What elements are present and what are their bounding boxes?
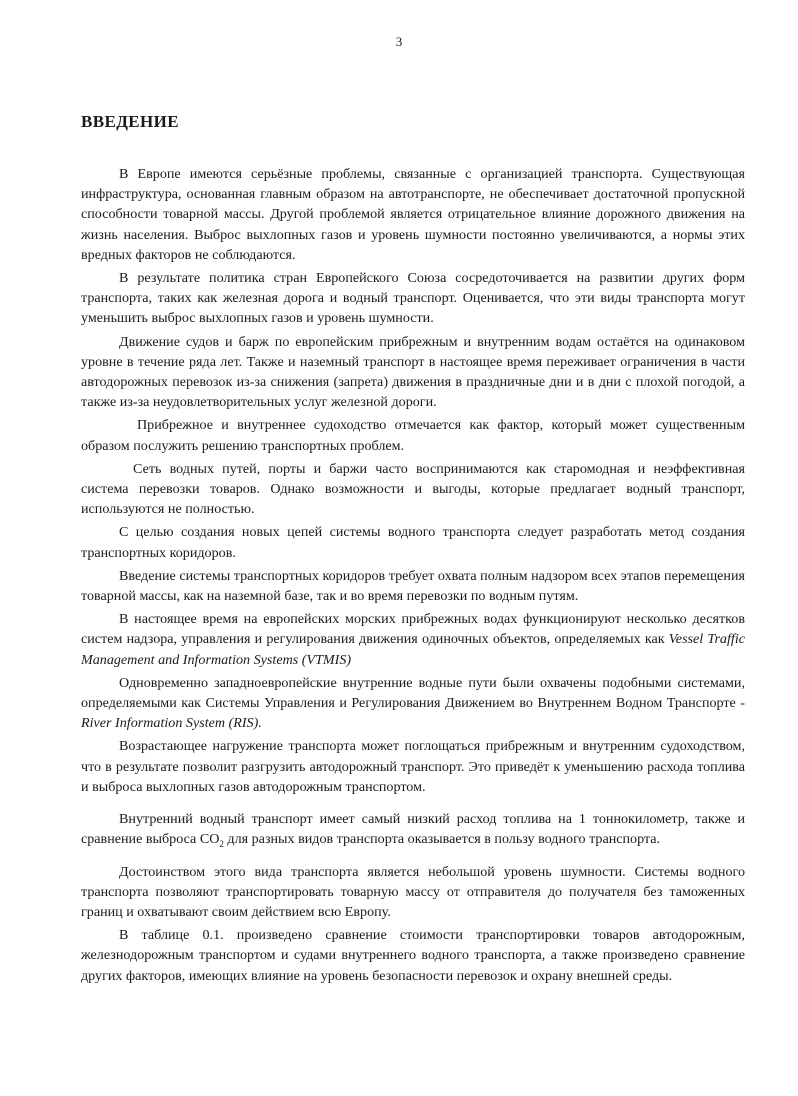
paragraph-8-text: В настоящее время на европейских морских прибрежных водах функционируют несколько десятков систем надзора, управления и регулирования движения одиночных объектов, определяемых как [81,611,745,648]
paragraph-10 [81,736,745,797]
paragraph-2-text: В результате политика стран Европейского Союза сосредоточивается на развитии других форм транспорта, таких как железная дорога и водный транспорт. Оценивается, что эти виды транспорта могут уменьшить выброс выхлопных газов и уровень шумности. [81,270,745,327]
paragraph-5 [81,459,745,520]
paragraph-11-subscript: 2 [219,839,224,850]
body-text [81,164,745,986]
paragraph-1-text: В Европе имеются серьёзные проблемы, связанные с организацией транспорта. Существующая инфраструктура, основанная главным образом на автотранспорте, не обеспечивает достаточной пропускной способности товарной массы. Другой проблемой является отрицательное влияние дорожного движения на жизнь населения. Выброс выхлопных газов и уровень шумности постоянно увеличиваются, а нормы этих вредных факторов не соблюдаются. [81,166,745,263]
paragraph-7 [81,566,745,606]
page-number: 3 [395,34,403,49]
paragraph-11-tail: для разных видов транспорта оказывается в пользу водного транспорта. [223,831,661,848]
paragraph-3-text: Движение судов и барж по европейским прибрежным и внутренним водам остаётся на одинаковом уровне в течение ряда лет. Также и наземный транспорт в настоящее время переживает ограничения в части автодорожных перевозок из-за снижения (запрета) движения в праздничные дни и в дни с плохой погодой, а также из-за неудовлетворительных услуг железной дороги. [81,333,745,411]
paragraph-10-text: Возрастающее нагружение транспорта может поглощаться прибрежным и внутренним судоходством, что в результате позволит разгрузить автодорожный транспорт. Это приведёт к уменьшению расхода топлива и выброса выхлопных газов автодорожным транспортом. [81,738,745,795]
paragraph-9-italic: River Information System (RIS). [81,715,262,732]
paragraph-12 [81,862,745,923]
paragraph-1 [81,164,745,265]
paragraph-13 [81,925,745,986]
paragraph-8 [81,609,745,670]
paragraph-6-text: С целью создания новых цепей системы водного транспорта следует разработать метод создания транспортных коридоров. [81,524,745,561]
paragraph-2 [81,268,745,329]
paragraph-4-text: Прибрежное и внутреннее судоходство отмечается как фактор, который может существенным образом послужить решению транспортных проблем. [81,417,745,454]
paragraph-4 [81,415,745,455]
paragraph-8-italic: Vessel Traffic Management and Information Systems (VTMIS) [81,631,745,668]
paragraph-13-text: В таблице 0.1. произведено сравнение стоимости транспортировки товаров автодорожным, железнодорожным транспортом и судами внутреннего водного транспорта, а также произведено сравнение других факторов, имеющих влияние на уровень безопасности перевозок и охрану внешней среды. [81,927,745,984]
paragraph-6 [81,522,745,562]
paragraph-12-text: Достоинством этого вида транспорта является небольшой уровень шумности. Системы водного транспорта позволяют транспортировать товарную массу от отправителя до получателя без таможенных границ и охватывают своим действием всю Европу. [81,863,745,920]
paragraph-9 [81,673,745,734]
paragraph-9-text: Одновременно западноевропейские внутренние водные пути были охвачены подобными системами, определяемыми как Системы Управления и Регулирования Движением во Внутреннем Водном Транспорте - [81,674,745,712]
paragraph-7-text: Введение системы транспортных коридоров требует охвата полным надзором всех этапов перемещения товарной массы, как на наземной базе, так и во время перевозки по водным путям. [81,567,745,605]
paragraph-3 [81,332,745,413]
paragraph-5-text: Сеть водных путей, порты и баржи часто воспринимаются как старомодная и неэффективная система перевозки товаров. Однако возможности и выгоды, которые предлагает водный транспорт, используются не полностью. [81,460,745,518]
section-heading: ВВЕДЕНИЕ [81,112,180,131]
paragraph-11 [81,809,745,849]
paragraph-11-text: Внутренний водный транспорт имеет самый низкий расход топлива на 1 тоннокилометр, также и сравнение выброса CO [81,811,745,848]
